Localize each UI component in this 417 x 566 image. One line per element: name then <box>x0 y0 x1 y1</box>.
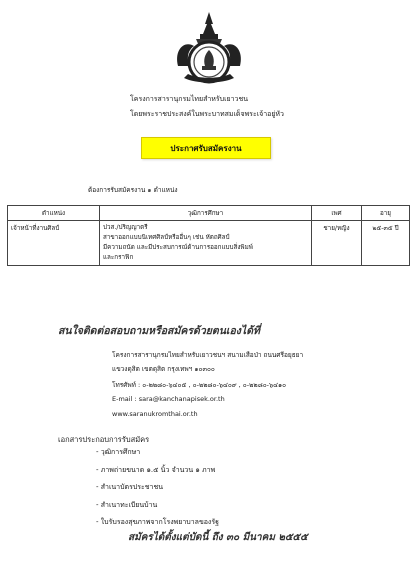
cell-gender: ชาย/หญิง <box>312 221 362 266</box>
list-item: - ใบรับรองสุขภาพจากโรงพยาบาลของรัฐ <box>96 514 219 532</box>
emblem-icon <box>170 10 248 86</box>
phone-numbers: โทรศัพท์ : ๐-๒๒๘๐-๖๔๐๕ , ๐-๒๒๘๐-๖๔๐๙ , ๐-๒๒๘๐-๖๔๑๐ <box>112 381 287 389</box>
positions-table <box>7 205 410 266</box>
documents-list <box>96 444 219 532</box>
header-education: วุฒิการศึกษา <box>100 206 312 221</box>
org-subtitle: โดยพระราชประสงค์ในพระบาทสมเด็จพระเจ้าอยู่หัว <box>130 110 284 118</box>
intro-text: ต้องการรับสมัครงาน ๑ ตำแหน่ง <box>88 186 178 194</box>
email-address: E-mail : sara@kanchanapisek.or.th <box>112 395 225 403</box>
table-header-row <box>8 206 410 221</box>
emblem-logo <box>170 10 248 86</box>
header-age: อายุ <box>362 206 410 221</box>
cell-age: ๒๕-๓๕ ปี <box>362 221 410 266</box>
address-line-1: โครงการสารานุกรมไทยสำหรับเยาวชนฯ สนามเสือป่า ถนนศรีอยุธยา <box>112 351 304 359</box>
table-row <box>8 221 410 266</box>
list-item: - สำเนาบัตรประชาชน <box>96 479 219 497</box>
education-line: และกราฟิก <box>103 254 134 262</box>
header-position: ตำแหน่ง <box>8 206 100 221</box>
documents-title: เอกสารประกอบการรับสมัคร <box>58 435 150 444</box>
education-line: สาขาออกแบบนิเทศศิลป์หรืออื่นๆ เช่น หัตถศิลป์ <box>103 234 230 242</box>
announcement-banner: ประกาศรับสมัครงาน <box>141 137 271 159</box>
contact-headline: สนใจติดต่อสอบถามหรือสมัครด้วยตนเองได้ที่ <box>58 325 260 337</box>
list-item: - วุฒิการศึกษา <box>96 444 219 462</box>
education-line: ปวส./ปริญญาตรี <box>103 224 148 231</box>
cell-education <box>100 221 312 266</box>
cell-position: เจ้าหน้าที่งานศิลป์ <box>8 221 100 266</box>
list-item: - ภาพถ่ายขนาด ๑.๕ นิ้ว จำนวน ๑ ภาพ <box>96 462 219 480</box>
application-deadline: สมัครได้ตั้งแต่บัดนี้ ถึง ๓๐ มีนาคม ๒๕๕๕ <box>128 532 308 543</box>
list-item: - สำเนาทะเบียนบ้าน <box>96 497 219 515</box>
address-line-2: แขวงดุสิต เขตดุสิต กรุงเทพฯ ๑๐๓๐๐ <box>112 365 215 373</box>
education-line: มีความถนัด และมีประสบการณ์ด้านการออกแบบสิ่งพิมพ์ <box>103 244 253 252</box>
header-gender: เพศ <box>312 206 362 221</box>
website-link[interactable]: www.saranukromthai.or.th <box>112 410 198 418</box>
org-name: โครงการสารานุกรมไทยสำหรับเยาวชน <box>130 95 248 103</box>
